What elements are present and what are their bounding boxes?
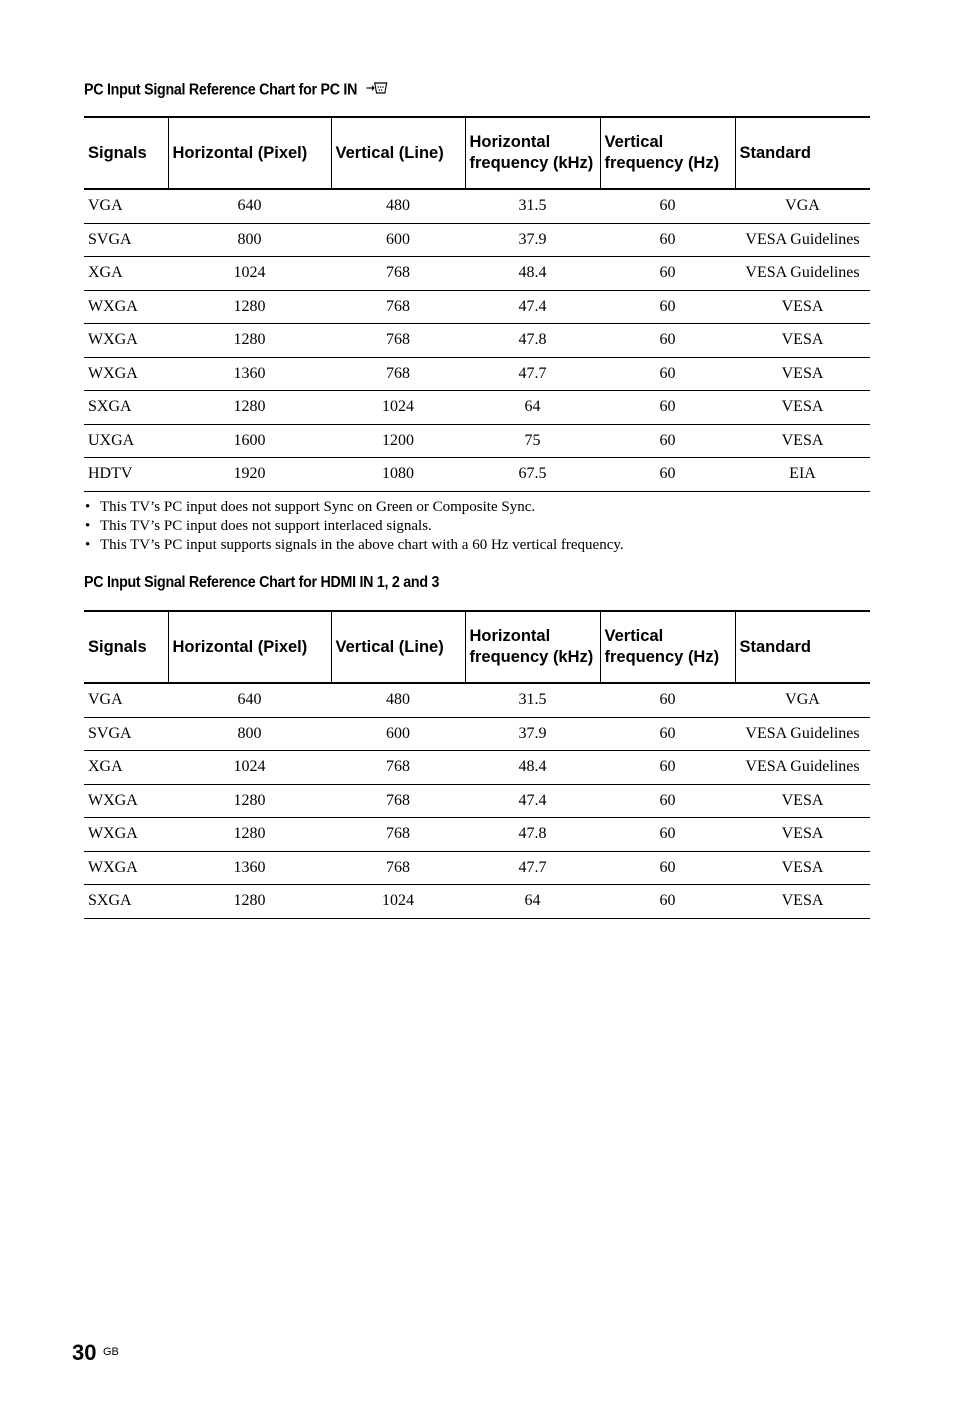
cell-horizontal-frequency: 64	[465, 885, 600, 919]
cell-vertical-frequency: 60	[600, 290, 735, 324]
cell-signal: SVGA	[84, 717, 168, 751]
header-vertical-line: Vertical (Line)	[331, 611, 465, 683]
cell-signal: XGA	[84, 257, 168, 291]
cell-signal: WXGA	[84, 357, 168, 391]
cell-vertical-frequency: 60	[600, 357, 735, 391]
cell-horizontal-pixel: 1600	[168, 424, 331, 458]
cell-horizontal-pixel: 640	[168, 189, 331, 223]
cell-signal: WXGA	[84, 784, 168, 818]
table-row	[84, 683, 870, 717]
table-row	[84, 885, 870, 919]
note-text: This TV’s PC input supports signals in the above chart with a 60 Hz vertical frequency.	[100, 537, 624, 553]
cell-horizontal-pixel: 800	[168, 717, 331, 751]
cell-horizontal-pixel: 1360	[168, 357, 331, 391]
notes-list	[84, 498, 624, 555]
cell-horizontal-frequency: 67.5	[465, 458, 600, 492]
cell-vertical-frequency: 60	[600, 717, 735, 751]
cell-vertical-line: 480	[331, 683, 465, 717]
cell-signal: WXGA	[84, 324, 168, 358]
header-vertical-frequency: Vertical frequency (Hz)	[600, 117, 735, 189]
cell-vertical-frequency: 60	[600, 751, 735, 785]
cell-vertical-line: 480	[331, 189, 465, 223]
cell-signal: HDTV	[84, 458, 168, 492]
cell-vertical-line: 1080	[331, 458, 465, 492]
cell-horizontal-frequency: 37.9	[465, 717, 600, 751]
pc-input-icon	[366, 80, 388, 101]
cell-vertical-frequency: 60	[600, 424, 735, 458]
cell-signal: SXGA	[84, 391, 168, 425]
cell-vertical-frequency: 60	[600, 189, 735, 223]
cell-signal: SVGA	[84, 223, 168, 257]
table-header-row	[84, 117, 870, 189]
cell-vertical-frequency: 60	[600, 257, 735, 291]
table-row	[84, 751, 870, 785]
header-horizontal-pixel: Horizontal (Pixel)	[168, 117, 331, 189]
header-vertical-line: Vertical (Line)	[331, 117, 465, 189]
cell-standard: VGA	[735, 683, 870, 717]
cell-vertical-frequency: 60	[600, 324, 735, 358]
cell-standard: VESA	[735, 424, 870, 458]
header-vertical-frequency: Vertical frequency (Hz)	[600, 611, 735, 683]
cell-horizontal-frequency: 47.8	[465, 324, 600, 358]
cell-vertical-frequency: 60	[600, 784, 735, 818]
table-row	[84, 784, 870, 818]
cell-horizontal-pixel: 1280	[168, 324, 331, 358]
cell-horizontal-frequency: 37.9	[465, 223, 600, 257]
cell-horizontal-frequency: 31.5	[465, 683, 600, 717]
cell-horizontal-frequency: 48.4	[465, 751, 600, 785]
note-item	[84, 517, 624, 536]
cell-standard: EIA	[735, 458, 870, 492]
table-row	[84, 223, 870, 257]
cell-vertical-line: 768	[331, 324, 465, 358]
cell-vertical-line: 768	[331, 818, 465, 852]
cell-signal: WXGA	[84, 818, 168, 852]
cell-vertical-frequency: 60	[600, 458, 735, 492]
table-row	[84, 851, 870, 885]
cell-vertical-line: 1024	[331, 391, 465, 425]
cell-horizontal-pixel: 800	[168, 223, 331, 257]
cell-horizontal-pixel: 1920	[168, 458, 331, 492]
cell-horizontal-pixel: 1024	[168, 257, 331, 291]
cell-horizontal-frequency: 47.7	[465, 851, 600, 885]
note-text: This TV’s PC input does not support interlaced signals.	[100, 518, 432, 534]
header-horizontal-pixel: Horizontal (Pixel)	[168, 611, 331, 683]
table-row	[84, 424, 870, 458]
section-title-text: PC Input Signal Reference Chart for PC IN	[84, 81, 358, 99]
cell-vertical-line: 768	[331, 784, 465, 818]
cell-vertical-line: 1024	[331, 885, 465, 919]
cell-vertical-frequency: 60	[600, 391, 735, 425]
cell-signal: VGA	[84, 683, 168, 717]
cell-vertical-frequency: 60	[600, 683, 735, 717]
page-number: 30	[72, 1340, 97, 1365]
pc-in-signal-table	[84, 116, 870, 492]
cell-horizontal-frequency: 47.8	[465, 818, 600, 852]
bullet: •	[85, 499, 91, 515]
cell-vertical-frequency: 60	[600, 818, 735, 852]
header-signals: Signals	[88, 143, 147, 162]
cell-horizontal-frequency: 64	[465, 391, 600, 425]
cell-horizontal-frequency: 75	[465, 424, 600, 458]
table-row	[84, 818, 870, 852]
section-title-pc-in	[84, 80, 388, 101]
cell-horizontal-pixel: 1280	[168, 818, 331, 852]
header-horizontal-frequency: Horizontal frequency (kHz)	[465, 611, 600, 683]
cell-vertical-frequency: 60	[600, 885, 735, 919]
section-title-hdmi	[84, 574, 439, 592]
note-text: This TV’s PC input does not support Sync on Green or Composite Sync.	[100, 499, 536, 515]
cell-standard: VESA	[735, 784, 870, 818]
table-row	[84, 290, 870, 324]
cell-horizontal-frequency: 47.4	[465, 784, 600, 818]
cell-vertical-line: 1200	[331, 424, 465, 458]
cell-standard: VESA	[735, 357, 870, 391]
note-item	[84, 498, 624, 517]
table-header-row	[84, 611, 870, 683]
note-item	[84, 536, 624, 555]
cell-signal: UXGA	[84, 424, 168, 458]
page-region-code: GB	[103, 1346, 119, 1358]
cell-signal: WXGA	[84, 290, 168, 324]
cell-standard: VESA Guidelines	[735, 223, 870, 257]
cell-vertical-line: 600	[331, 223, 465, 257]
cell-vertical-line: 768	[331, 257, 465, 291]
cell-horizontal-pixel: 1360	[168, 851, 331, 885]
cell-standard: VESA	[735, 851, 870, 885]
cell-vertical-line: 768	[331, 290, 465, 324]
cell-standard: VESA Guidelines	[735, 717, 870, 751]
header-horizontal-frequency: Horizontal frequency (kHz)	[465, 117, 600, 189]
cell-signal: XGA	[84, 751, 168, 785]
cell-standard: VESA	[735, 818, 870, 852]
bullet: •	[85, 537, 91, 553]
table-row	[84, 717, 870, 751]
table-row	[84, 189, 870, 223]
cell-standard: VESA Guidelines	[735, 257, 870, 291]
cell-standard: VESA	[735, 290, 870, 324]
cell-signal: VGA	[84, 189, 168, 223]
header-standard: Standard	[735, 117, 870, 189]
cell-horizontal-frequency: 47.4	[465, 290, 600, 324]
table-row	[84, 357, 870, 391]
cell-vertical-line: 768	[331, 851, 465, 885]
table-row	[84, 391, 870, 425]
cell-standard: VGA	[735, 189, 870, 223]
cell-horizontal-pixel: 1280	[168, 290, 331, 324]
cell-horizontal-pixel: 1024	[168, 751, 331, 785]
cell-horizontal-frequency: 31.5	[465, 189, 600, 223]
cell-signal: SXGA	[84, 885, 168, 919]
table-row	[84, 324, 870, 358]
cell-horizontal-pixel: 1280	[168, 784, 331, 818]
cell-standard: VESA	[735, 885, 870, 919]
cell-horizontal-pixel: 1280	[168, 885, 331, 919]
cell-horizontal-frequency: 48.4	[465, 257, 600, 291]
header-standard: Standard	[735, 611, 870, 683]
bullet: •	[85, 518, 91, 534]
cell-vertical-frequency: 60	[600, 851, 735, 885]
cell-vertical-line: 768	[331, 357, 465, 391]
cell-standard: VESA	[735, 324, 870, 358]
table-row	[84, 257, 870, 291]
cell-vertical-frequency: 60	[600, 223, 735, 257]
cell-horizontal-pixel: 1280	[168, 391, 331, 425]
table-row	[84, 458, 870, 492]
cell-horizontal-frequency: 47.7	[465, 357, 600, 391]
header-signals: Signals	[88, 637, 147, 656]
hdmi-signal-table	[84, 610, 870, 919]
cell-vertical-line: 600	[331, 717, 465, 751]
cell-vertical-line: 768	[331, 751, 465, 785]
cell-standard: VESA Guidelines	[735, 751, 870, 785]
cell-standard: VESA	[735, 391, 870, 425]
section-title-text: PC Input Signal Reference Chart for HDMI IN 1, 2 and 3	[84, 574, 440, 591]
cell-horizontal-pixel: 640	[168, 683, 331, 717]
cell-signal: WXGA	[84, 851, 168, 885]
